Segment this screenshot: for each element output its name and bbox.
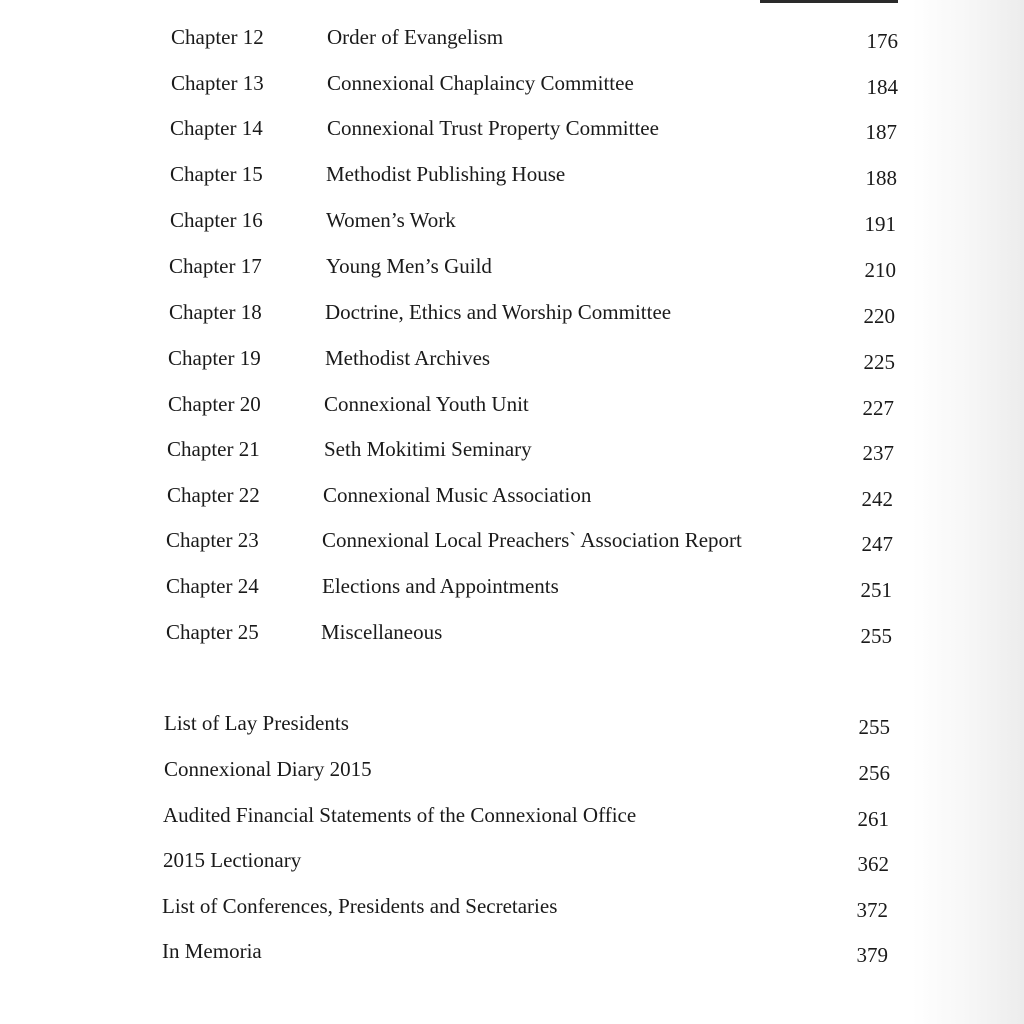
page-number: 184 xyxy=(866,75,898,99)
chapter-title: Seth Mokitimi Seminary xyxy=(324,437,532,461)
page-number: 191 xyxy=(864,212,896,236)
page-number: 225 xyxy=(863,350,895,374)
toc-entry xyxy=(0,205,1024,235)
chapter-title: Young Men’s Guild xyxy=(326,254,492,278)
toc-entry xyxy=(0,68,1024,98)
page-number: 251 xyxy=(860,578,892,602)
chapter-label: Chapter 25 xyxy=(166,620,259,644)
toc-entry xyxy=(0,434,1024,464)
chapter-label: Chapter 15 xyxy=(170,162,263,186)
toc-entry xyxy=(0,571,1024,601)
toc-entry xyxy=(0,936,1024,966)
page-number: 255 xyxy=(860,624,892,648)
page-number: 261 xyxy=(857,807,889,831)
chapter-label: Chapter 24 xyxy=(166,574,259,598)
page-number: 247 xyxy=(861,532,893,556)
toc-entry xyxy=(0,480,1024,510)
chapter-title: Methodist Publishing House xyxy=(326,162,566,186)
chapter-label: Chapter 16 xyxy=(170,208,263,232)
chapter-label: Chapter 22 xyxy=(167,483,260,507)
toc-entry xyxy=(0,800,1024,830)
chapter-title: Elections and Appointments xyxy=(322,574,559,598)
page-number: 372 xyxy=(856,898,888,922)
chapter-label: Chapter 12 xyxy=(171,25,264,49)
page-number: 237 xyxy=(862,441,894,465)
chapter-title: Connexional Youth Unit xyxy=(324,392,529,416)
chapter-title: Connexional Trust Property Committee xyxy=(327,116,659,140)
toc-entry xyxy=(0,525,1024,555)
chapter-label: Chapter 23 xyxy=(166,528,259,552)
page-number: 379 xyxy=(856,943,888,967)
toc-entry xyxy=(0,159,1024,189)
page-number: 362 xyxy=(857,852,889,876)
chapter-title: Miscellaneous xyxy=(321,620,443,644)
page-number: 187 xyxy=(865,120,897,144)
page-number: 188 xyxy=(865,166,897,190)
toc-entry xyxy=(0,708,1024,738)
toc-entry xyxy=(0,113,1024,143)
page-number: 255 xyxy=(858,715,890,739)
page-number: 176 xyxy=(866,29,898,53)
chapter-label: Chapter 18 xyxy=(169,300,262,324)
chapter-label: Chapter 14 xyxy=(170,116,263,140)
toc-entry xyxy=(0,845,1024,875)
chapter-label: Chapter 13 xyxy=(171,71,264,95)
toc-entry xyxy=(0,297,1024,327)
chapter-title: Order of Evangelism xyxy=(327,25,504,49)
top-rule xyxy=(760,0,898,3)
page-number: 210 xyxy=(864,258,896,282)
appendix-title: Connexional Diary 2015 xyxy=(164,757,372,781)
toc-entry xyxy=(0,389,1024,419)
chapter-title: Connexional Chaplaincy Committee xyxy=(327,71,634,95)
page-number: 256 xyxy=(858,761,890,785)
page-number: 242 xyxy=(861,487,893,511)
appendix-title: 2015 Lectionary xyxy=(163,848,302,872)
appendix-title: List of Conferences, Presidents and Secretaries xyxy=(162,894,558,918)
chapter-label: Chapter 19 xyxy=(168,346,261,370)
chapter-label: Chapter 21 xyxy=(167,437,260,461)
page-number: 220 xyxy=(863,304,895,328)
chapter-title: Connexional Music Association xyxy=(323,483,592,507)
chapter-label: Chapter 20 xyxy=(168,392,261,416)
toc-entry xyxy=(0,754,1024,784)
chapter-title: Connexional Local Preachers` Association Report xyxy=(322,528,742,552)
page-number: 227 xyxy=(862,396,894,420)
chapter-title: Women’s Work xyxy=(326,208,456,232)
toc-entry xyxy=(0,251,1024,281)
chapter-title: Methodist Archives xyxy=(325,346,491,370)
chapter-title: Doctrine, Ethics and Worship Committee xyxy=(325,300,672,324)
toc-entry xyxy=(0,22,1024,52)
chapter-label: Chapter 17 xyxy=(169,254,262,278)
appendix-title: Audited Financial Statements of the Connexional Office xyxy=(163,803,637,827)
appendix-title: In Memoria xyxy=(162,939,262,963)
toc-entry xyxy=(0,343,1024,373)
toc-entry xyxy=(0,617,1024,647)
toc-entry xyxy=(0,891,1024,921)
appendix-title: List of Lay Presidents xyxy=(164,711,349,735)
